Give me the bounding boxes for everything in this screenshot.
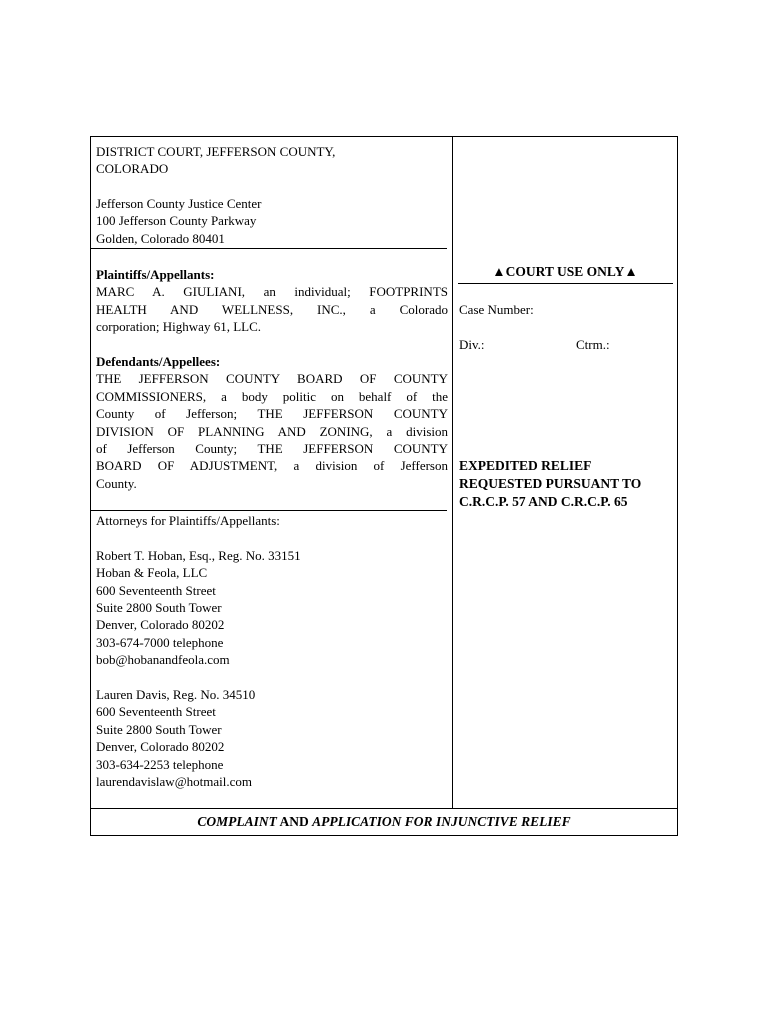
section-divider <box>91 248 447 249</box>
expedited-line-3: C.R.C.P. 57 AND C.R.C.P. 65 <box>459 494 628 509</box>
defendants-heading: Defendants/Appellees: <box>96 354 221 370</box>
document-title <box>91 808 677 835</box>
expedited-line-1: EXPEDITED RELIEF <box>459 458 592 473</box>
defendants-line-1: THE JEFFERSON COUNTY BOARD OF COUNTY <box>96 371 448 387</box>
caption-left-column <box>91 137 453 808</box>
expedited-relief-notice <box>459 457 674 511</box>
court-name-line-1: DISTRICT COURT, JEFFERSON COUNTY, <box>96 144 336 159</box>
spacer <box>96 529 448 546</box>
parties-section <box>96 266 448 492</box>
defendants-text <box>96 370 448 492</box>
attorneys-heading: Attorneys for Plaintiffs/Appellants: <box>96 513 280 528</box>
attorneys-section <box>96 512 448 790</box>
expedited-line-2: REQUESTED PURSUANT TO <box>459 476 642 491</box>
court-address-line-1: Jefferson County Justice Center <box>96 196 262 211</box>
spacer <box>96 336 448 353</box>
plaintiffs-line-2: HEALTH AND WELLNESS, INC., a Colorado <box>96 301 448 317</box>
attorney-2-line-2: 600 Seventeenth Street <box>96 704 216 720</box>
section-divider <box>91 510 447 511</box>
attorney-1-email: bob@hobanandfeola.com <box>96 652 230 668</box>
document-title-part-3: APPLICATION FOR INJUNCTIVE RELIEF <box>312 814 571 829</box>
court-address-line-3: Golden, Colorado 80401 <box>96 230 225 246</box>
attorney-1-line-1: Robert T. Hoban, Esq., Reg. No. 33151 <box>96 547 301 563</box>
court-name-line-2: COLORADO <box>96 161 169 177</box>
document-title-part-2: AND <box>276 814 313 829</box>
attorney-2-email: laurendavislaw@hotmail.com <box>96 774 253 790</box>
plaintiffs-heading: Plaintiffs/Appellants: <box>96 267 215 282</box>
plaintiffs-text <box>96 283 448 335</box>
attorney-1-line-2: Hoban & Feola, LLC <box>96 565 208 581</box>
defendants-line-4: DIVISION OF PLANNING AND ZONING, a division <box>96 423 448 439</box>
attorney-1-line-3: 600 Seventeenth Street <box>96 582 216 598</box>
court-name <box>96 143 448 178</box>
defendants-line-6: BOARD OF ADJUSTMENT, a division of Jefferson <box>96 458 448 474</box>
attorney-2-line-3: Suite 2800 South Tower <box>96 721 222 737</box>
court-use-only-label: ▲COURT USE ONLY▲ <box>492 264 638 279</box>
courtroom-label: Ctrm.: <box>576 337 610 352</box>
caption-right-column <box>453 137 677 808</box>
defendants-line-5: of Jefferson County; THE JEFFERSON COUNTY <box>96 441 448 457</box>
defendants-line-7: County. <box>96 475 137 491</box>
plaintiffs-line-1: MARC A. GIULIANI, an individual; FOOTPRINTS <box>96 284 448 300</box>
defendants-line-3: County of Jefferson; THE JEFFERSON COUNTY <box>96 406 448 422</box>
attorney-1-line-4: Suite 2800 South Tower <box>96 600 222 616</box>
spacer <box>96 669 448 686</box>
court-address-line-2: 100 Jefferson County Parkway <box>96 213 257 229</box>
case-caption-table <box>90 136 678 836</box>
document-title-part-1: COMPLAINT <box>197 814 277 829</box>
case-number-label: Case Number: <box>459 302 534 317</box>
division-courtroom-line <box>459 336 669 353</box>
division-label: Div.: <box>459 337 485 352</box>
attorney-1-line-6: 303-674-7000 telephone <box>96 634 224 650</box>
plaintiffs-line-3: corporation; Highway 61, LLC. <box>96 319 261 335</box>
court-address <box>96 195 448 247</box>
defendants-line-2: COMMISSIONERS, a body politic on behalf of the <box>96 388 448 404</box>
section-divider <box>458 283 673 284</box>
attorney-2-line-1: Lauren Davis, Reg. No. 34510 <box>96 687 256 703</box>
attorney-1-line-5: Denver, Colorado 80202 <box>96 617 225 633</box>
attorney-2-line-4: Denver, Colorado 80202 <box>96 739 225 755</box>
attorney-2-line-5: 303-634-2253 telephone <box>96 756 224 772</box>
